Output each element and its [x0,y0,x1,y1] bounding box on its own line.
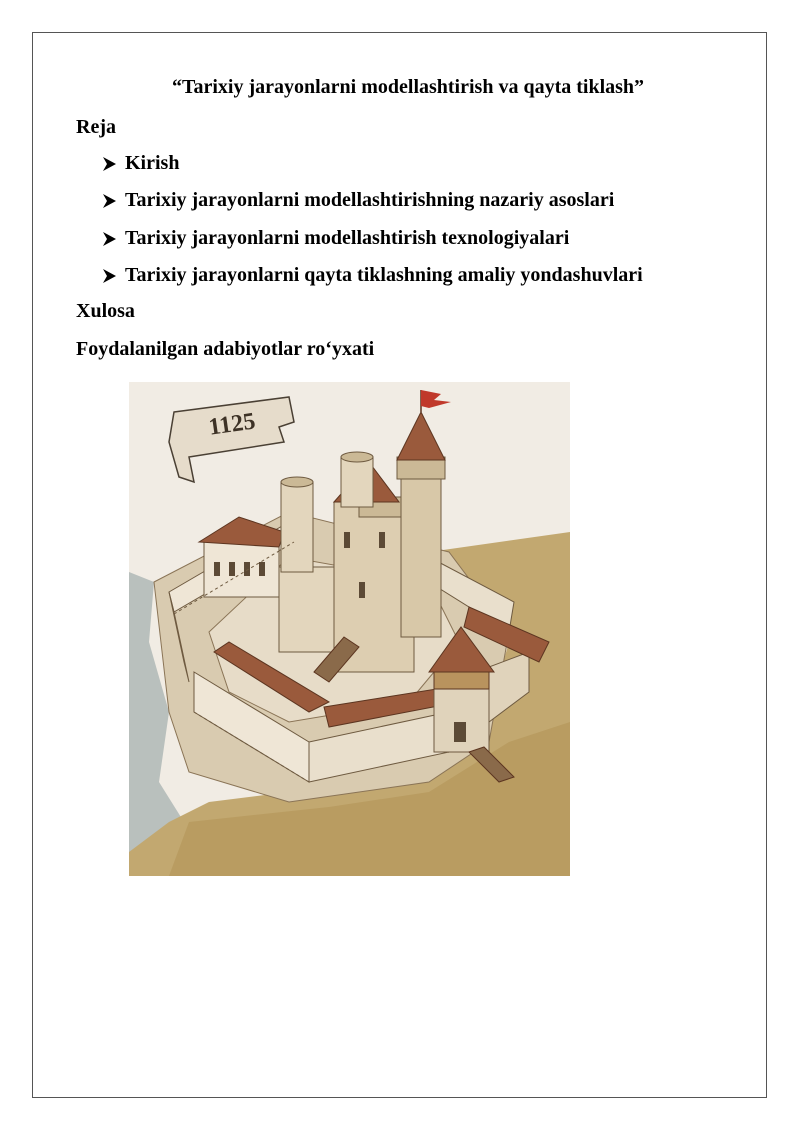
plan-item [101,152,179,175]
plan-item-label: Kirish [125,152,180,174]
watch-tower [401,467,441,637]
castle-drawing [129,382,570,876]
plan-item-label: Tarixiy jarayonlarni modellashtirishning nazariy asoslari [125,189,615,211]
plan-heading: Reja [76,116,116,138]
arrow-bullet-icon [101,268,117,284]
plan-item [101,189,614,212]
references-heading: Foydalanilgan adabiyotlar ro‘yxati [76,338,375,360]
castle-illustration [129,382,570,876]
arrow-bullet-icon [101,231,117,247]
scroll-label: 1125 [207,408,257,441]
plan-item [101,227,569,250]
conclusion-heading: Xulosa [76,300,135,322]
plan-item-label: Tarixiy jarayonlarni modellashtirish texnologiyalari [125,227,570,249]
plan-item [101,264,643,287]
arrow-bullet-icon [101,193,117,209]
plan-item-label: Tarixiy jarayonlarni qayta tiklashning amaliy yondashuvlari [125,264,643,286]
arrow-bullet-icon [101,156,117,172]
document-title: “Tarixiy jarayonlarni modellashtirish va qayta tiklash” [171,76,645,98]
